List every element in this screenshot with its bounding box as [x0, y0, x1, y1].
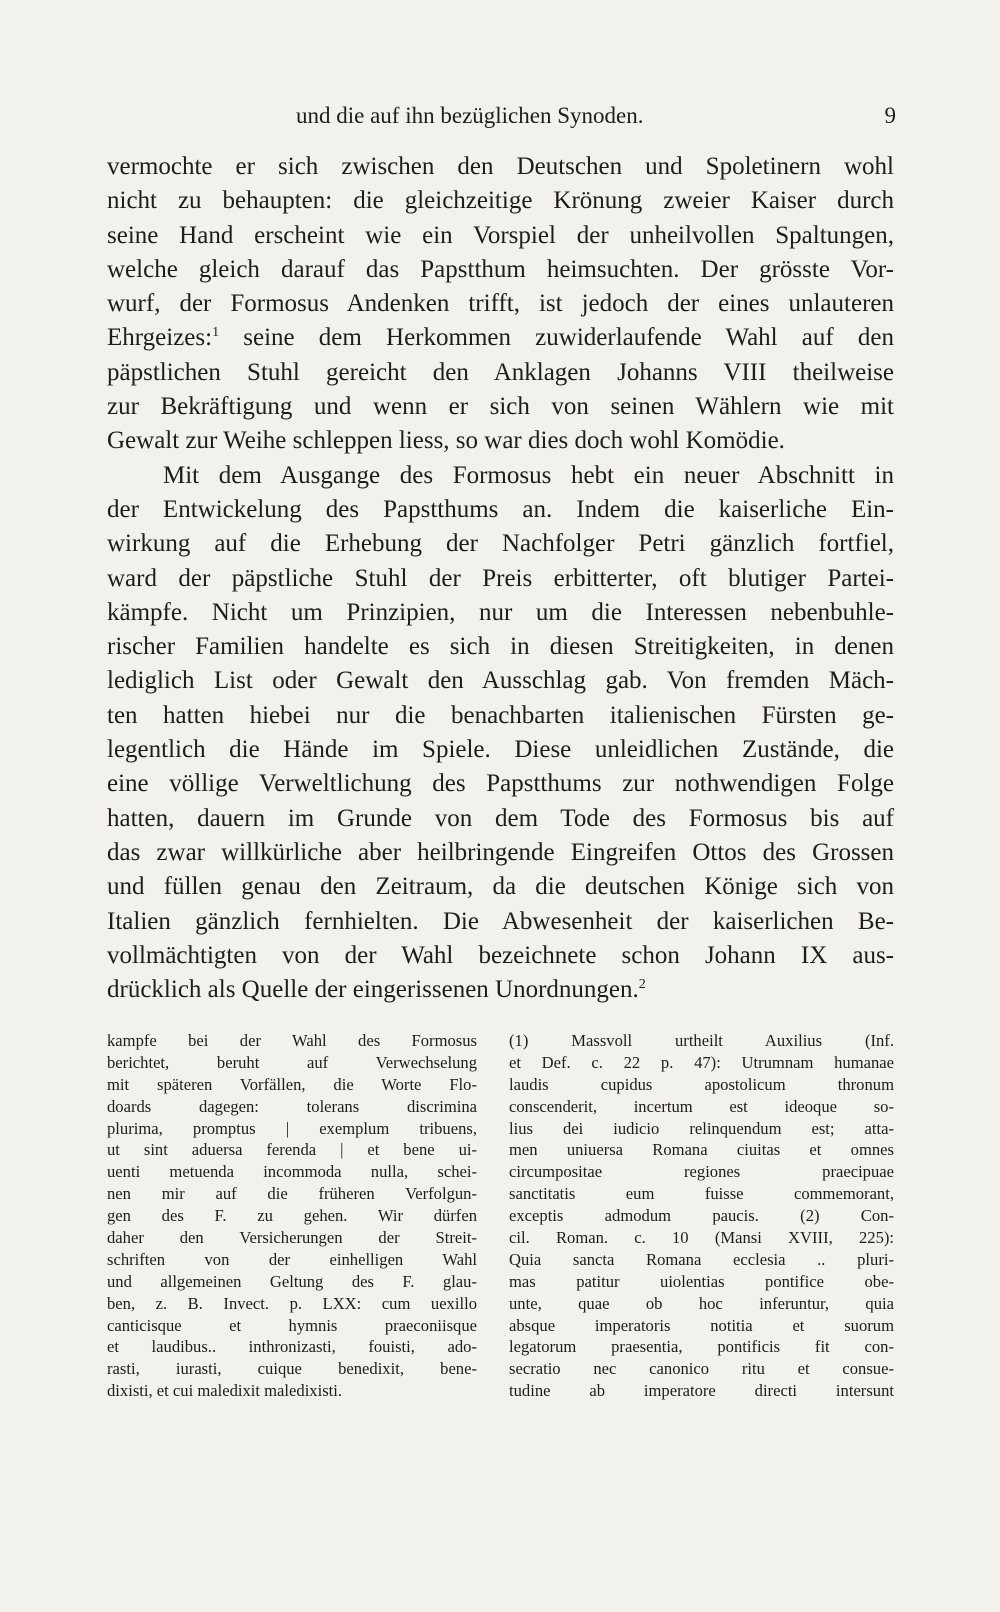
text-line: Mit dem Ausgange des Formosus hebt ein neuer Abschnitt in: [163, 461, 894, 489]
text-line: lediglich List oder Gewalt den Ausschlag gab. Von fremden Mäch-: [107, 667, 894, 695]
footnote-line: dixisti, et cui maledixit maledixisti.: [107, 1381, 343, 1401]
text-line: ten hatten hiebei nur die benachbarten italienischen Fürsten ge-: [107, 701, 894, 729]
text-line: und füllen genau den Zeitraum, da die deutschen Könige sich von: [107, 873, 894, 901]
text-line: wirkung auf die Erhebung der Nachfolger Petri gänzlich fortfiel,: [107, 530, 894, 558]
main-text: [107, 150, 894, 1007]
text-line: Italien gänzlich fernhielten. Die Abwesenheit der kaiserlichen Be-: [107, 907, 894, 935]
footnote-line: ben, z. B. Invect. p. LXX: cum uexillo: [107, 1293, 477, 1313]
text-line: hatten, dauern im Grunde von dem Tode des Formosus bis auf: [107, 804, 894, 832]
footnote-line: (1) Massvoll urtheilt Auxilius (Inf.: [509, 1031, 894, 1050]
text-line: Gewalt zur Weihe schleppen liess, so war dies doch wohl Komödie.: [107, 427, 785, 455]
footnote-line: laudis cupidus apostolicum thronum: [509, 1074, 894, 1094]
footnote-line: cil. Roman. c. 10 (Mansi XVIII, 225):: [509, 1228, 894, 1248]
footnote-line: ut sint aduersa ferenda | et bene ui-: [107, 1140, 477, 1160]
footnote-line: rasti, iurasti, cuique benedixit, bene-: [107, 1359, 477, 1379]
footnote-line: tudine ab imperatore directi intersunt: [509, 1381, 894, 1401]
footnote-column-right: [509, 1030, 894, 1402]
footnote-line: gen des F. zu gehen. Wir dürfen: [107, 1206, 477, 1226]
footnote-ref: 2: [638, 977, 646, 993]
footnote-line: schriften von der einhelligen Wahl: [107, 1249, 477, 1269]
footnote-line: kampfe bei der Wahl des Formosus: [107, 1031, 477, 1050]
footnote-line: men uniuersa Romana ciuitas et omnes: [509, 1140, 894, 1160]
footnote-line: und allgemeinen Geltung des F. glau-: [107, 1271, 477, 1291]
text-line: legentlich die Hände im Spiele. Diese unleidlichen Zustände, die: [107, 736, 894, 764]
text-line: ward der päpstliche Stuhl der Preis erbitterter, oft blutiger Partei-: [107, 564, 894, 592]
footnote-line: nen mir auf die früheren Verfolgun-: [107, 1184, 477, 1204]
text-line: [107, 321, 894, 355]
text-line: der Entwickelung des Papstthums an. Indem die kaiserliche Ein-: [107, 495, 894, 523]
text-line: nicht zu behaupten: die gleichzeitige Krönung zweier Kaiser durch: [107, 187, 894, 215]
page-number: 9: [884, 103, 896, 128]
footnote-line: unte, quae ob hoc inferuntur, quia: [509, 1293, 894, 1313]
footnote-line: exceptis admodum paucis. (2) Con-: [509, 1206, 894, 1226]
footnote-line: canticisque et hymnis praeconiisque: [107, 1315, 477, 1335]
footnote-line: sanctitatis eum fuisse commemorant,: [509, 1184, 894, 1204]
text-fragment: drücklich als Quelle der eingerissenen Unordnungen.: [107, 976, 639, 1004]
text-fragment: seine dem Herkommen zuwiderlaufende Wahl auf den: [243, 324, 894, 352]
footnote-line: Quia sancta Romana ecclesia .. pluri-: [509, 1249, 894, 1269]
text-line: das zwar willkürliche aber heilbringende Eingreifen Ottos des Grossen: [107, 838, 894, 866]
text-line: [107, 973, 894, 1007]
text-line: zur Bekräftigung und wenn er sich von seinen Wählern wie mit: [107, 393, 894, 421]
footnote-line: uenti metuenda incommoda nulla, schei-: [107, 1162, 477, 1182]
footnote-line: doards dagegen: tolerans discrimina: [107, 1096, 477, 1116]
text-line: wurf, der Formosus Andenken trifft, ist jedoch der eines unlauteren: [107, 290, 894, 318]
footnote-line: lius dei iudicio relinquendum est; atta-: [509, 1118, 894, 1138]
footnote-line: secratio nec canonico ritu et consue-: [509, 1359, 894, 1379]
text-line: päpstlichen Stuhl gereicht den Anklagen Johanns VIII theilweise: [107, 358, 894, 386]
footnote-line: et Def. c. 22 p. 47): Utrumnam humanae: [509, 1052, 894, 1072]
text-line: kämpfe. Nicht um Prinzipien, nur um die Interessen nebenbuhle-: [107, 598, 894, 626]
text-line: eine völlige Verweltlichung des Papstthums zur nothwendigen Folge: [107, 770, 894, 798]
footnote-ref: 1: [212, 325, 220, 341]
text-line: rischer Familien handelte es sich in diesen Streitigkeiten, in denen: [107, 633, 894, 661]
footnote-line: mas patitur uiolentias pontifice obe-: [509, 1271, 894, 1291]
text-line: seine Hand erscheint wie ein Vorspiel der unheilvollen Spaltungen,: [107, 221, 894, 249]
footnote-line: plurima, promptus | exemplum tribuens,: [107, 1118, 477, 1138]
running-title: und die auf ihn bezüglichen Synoden.: [296, 103, 644, 128]
running-head: [106, 100, 896, 132]
footnote-line: circumpositae regiones praecipuae: [509, 1162, 894, 1182]
text-fragment: Ehrgeizes:: [107, 324, 213, 352]
footnote-line: mit späteren Vorfällen, die Worte Flo-: [107, 1074, 477, 1094]
text-line: vollmächtigten von der Wahl bezeichnete schon Johann IX aus-: [107, 941, 894, 969]
footnote-line: absque imperatoris notitia et suorum: [509, 1315, 894, 1335]
footnote-column-left: [107, 1030, 477, 1402]
footnote-line: conscenderit, incertum est ideoque so-: [509, 1096, 894, 1116]
footnote-line: legatorum praesentia, pontificis fit con-: [509, 1337, 894, 1357]
text-line: welche gleich darauf das Papstthum heimsuchten. Der grösste Vor-: [107, 255, 894, 283]
footnote-line: berichtet, beruht auf Verwechselung: [107, 1052, 477, 1072]
text-line: vermochte er sich zwischen den Deutschen und Spoletinern wohl: [107, 153, 894, 180]
footnote-line: et laudibus.. inthronizasti, fouisti, ado-: [107, 1337, 477, 1357]
footnote-line: daher den Versicherungen der Streit-: [107, 1228, 477, 1248]
